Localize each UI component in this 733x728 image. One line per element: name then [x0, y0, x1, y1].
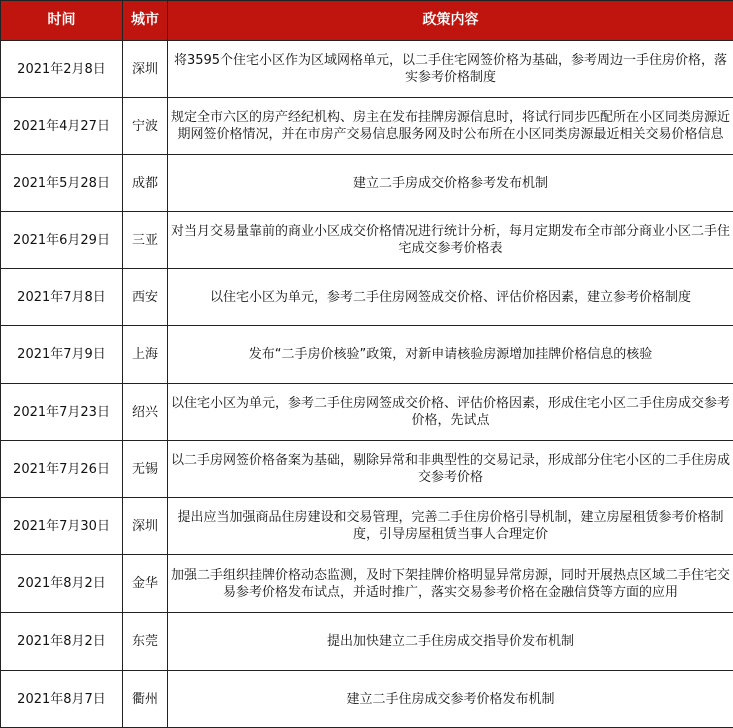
- table-row: [1, 498, 733, 555]
- table-row: [1, 41, 733, 98]
- table-row: [1, 98, 733, 155]
- header-content: 政策内容: [168, 1, 733, 41]
- row-city: 三亚: [123, 212, 168, 269]
- row-content: 建立二手房成交价格参考发布机制: [168, 155, 733, 212]
- table-row: [1, 155, 733, 212]
- table-row: [1, 384, 733, 441]
- row-city: 深圳: [123, 498, 168, 555]
- row-city: 东莞: [123, 613, 168, 671]
- header-time: 时间: [1, 1, 123, 41]
- row-city: 宁波: [123, 98, 168, 155]
- row-date: 2021年6月29日: [1, 212, 123, 269]
- row-city: 西安: [123, 269, 168, 326]
- row-city: 金华: [123, 555, 168, 613]
- table-row: [1, 671, 733, 728]
- row-date: 2021年7月26日: [1, 441, 123, 498]
- row-city: 衢州: [123, 671, 168, 728]
- table-row: [1, 326, 733, 384]
- row-date: 2021年2月8日: [1, 41, 123, 98]
- table-row: [1, 613, 733, 671]
- row-content: 以二手房网签价格备案为基础，剔除异常和非典型性的交易记录，形成部分住宅小区的二手住房成交参考价格: [168, 441, 733, 498]
- row-city: 深圳: [123, 41, 168, 98]
- row-content: 提出加快建立二手住房成交指导价发布机制: [168, 613, 733, 671]
- row-date: 2021年7月30日: [1, 498, 123, 555]
- row-content: 加强二手组织挂牌价格动态监测，及时下架挂牌价格明显异常房源，同时开展热点区域二手住宅交易参考价格发布试点，并适时推广，落实交易参考价格在金融信贷等方面的应用: [168, 555, 733, 613]
- row-date: 2021年5月28日: [1, 155, 123, 212]
- table-row: [1, 269, 733, 326]
- row-date: 2021年7月8日: [1, 269, 123, 326]
- row-city: 绍兴: [123, 384, 168, 441]
- row-content: 提出应当加强商品住房建设和交易管理，完善二手住房价格引导机制，建立房屋租赁参考价格制度，引导房屋租赁当事人合理定价: [168, 498, 733, 555]
- row-city: 上海: [123, 326, 168, 384]
- header-city: 城市: [123, 1, 168, 41]
- row-date: 2021年7月9日: [1, 326, 123, 384]
- row-content: 对当月交易量靠前的商业小区成交价格情况进行统计分析，每月定期发布全市部分商业小区二手住宅成交参考价格表: [168, 212, 733, 269]
- row-content: 建立二手住房成交参考价格发布机制: [168, 671, 733, 728]
- row-content: 规定全市六区的房产经纪机构、房主在发布挂牌房源信息时，将试行同步匹配所在小区同类房源近期网签价格情况，并在市房产交易信息服务网及时公布所在小区同类房源最近相关交易价格信息: [168, 98, 733, 155]
- row-date: 2021年7月23日: [1, 384, 123, 441]
- table-row: [1, 212, 733, 269]
- row-date: 2021年8月2日: [1, 555, 123, 613]
- table-row: [1, 555, 733, 613]
- row-city: 成都: [123, 155, 168, 212]
- row-content: 将3595个住宅小区作为区域网格单元，以二手住宅网签价格为基础，参考周边一手住房价格，落实参考价格制度: [168, 41, 733, 98]
- row-content: 以住宅小区为单元，参考二手住房网签成交价格、评估价格因素，建立参考价格制度: [168, 269, 733, 326]
- row-date: 2021年8月2日: [1, 613, 123, 671]
- table-row: [1, 441, 733, 498]
- row-content: 以住宅小区为单元，参考二手住房网签成交价格、评估价格因素，形成住宅小区二手住房成交参考价格，先试点: [168, 384, 733, 441]
- row-city: 无锡: [123, 441, 168, 498]
- row-date: 2021年8月7日: [1, 671, 123, 728]
- row-content: 发布“二手房价核验”政策，对新申请核验房源增加挂牌价格信息的核验: [168, 326, 733, 384]
- header-row: [1, 1, 733, 41]
- row-date: 2021年4月27日: [1, 98, 123, 155]
